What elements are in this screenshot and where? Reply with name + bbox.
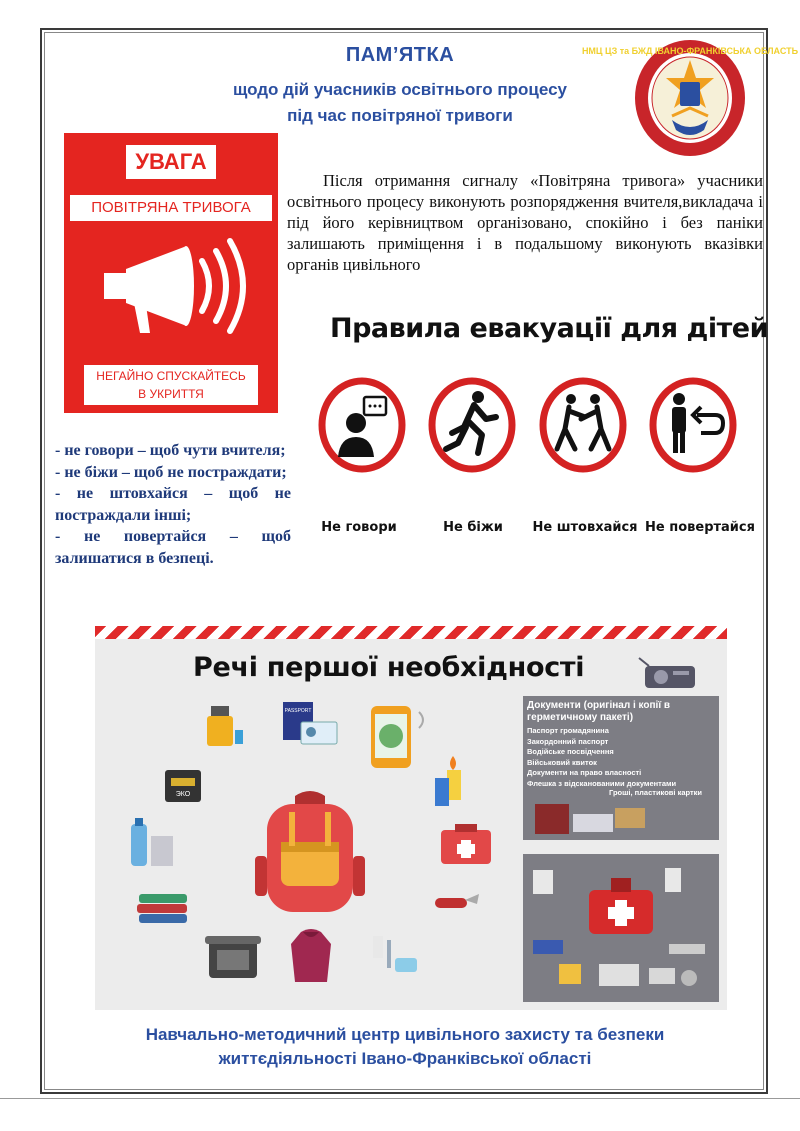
megaphone-icon	[94, 233, 254, 343]
footer-line2: життєдіяльності Івано-Франківської області	[218, 1049, 592, 1068]
essentials-title: Речі першої необхідності	[193, 652, 585, 683]
no-pushing-sign-icon	[539, 377, 627, 473]
sign-label-no-turning-back: Не повертайся	[645, 520, 755, 535]
essentials-infographic	[95, 626, 727, 1010]
backpack-icon	[255, 786, 365, 916]
alert-instruction-line1: НЕГАЙНО СПУСКАЙТЕСЬ	[96, 369, 246, 383]
hoodie-icon	[287, 926, 335, 986]
passport-id-icon	[281, 700, 341, 748]
rules-list-item: - не штовхайся – щоб не постраждали інші;	[55, 485, 291, 524]
medical-supplies-icon	[529, 860, 713, 996]
power-bank-icon	[161, 766, 205, 808]
sign-label-no-talking: Не говори	[321, 520, 397, 535]
documents-item: Водійське посвідчення	[527, 747, 614, 756]
smartphone-map-icon	[367, 702, 437, 772]
rules-list	[55, 440, 291, 569]
documents-photo-icon	[531, 800, 651, 838]
air-raid-alert-poster	[64, 133, 278, 413]
footer-line1: Навчально-методичний центр цивільного захисту та безпеки	[145, 1025, 665, 1044]
page-subtitle-line1: щодо дій учасників освітнього процесу	[232, 80, 568, 99]
first-aid-supplies-panel	[523, 854, 719, 1002]
intro-text: Після отримання сигналу «Повітряна тривога» учасники освітнього процесу виконують розпорядження вчителя,викладача і під його керівництвом організовано, спокійно і без паніки залишають приміщення і в подальшому виконують вказівки органів цивільного	[287, 171, 763, 274]
pocket-knife-icon	[431, 886, 481, 916]
civil-protection-emblem-icon	[581, 38, 799, 158]
alert-subheading: ПОВІТРЯНА ТРИВОГА	[70, 195, 272, 221]
page-title: ПАМ’ЯТКА	[345, 44, 455, 66]
sign-label-no-pushing: Не штовхайся	[532, 520, 638, 535]
evacuation-rules-heading: Правила евакуації для дітей	[330, 313, 768, 344]
alert-heading: УВАГА	[126, 145, 216, 179]
clothes-stack-icon	[135, 888, 191, 932]
no-running-sign-icon	[428, 377, 516, 473]
alert-instruction	[84, 365, 258, 405]
cooking-pot-icon	[203, 928, 263, 984]
hygiene-items-icon	[367, 932, 423, 976]
sign-label-no-running: Не біжи	[443, 520, 503, 535]
intro-paragraph	[287, 170, 763, 275]
documents-item: Документи на право власності	[527, 768, 642, 777]
rules-list-item: - не повертайся – щоб залишатися в безпеці.	[55, 528, 291, 567]
documents-item: Флешка з відсканованими документами	[527, 778, 677, 788]
rules-list-item: - не біжи – щоб не постраждати;	[55, 463, 287, 481]
rules-list-item: - не говори – щоб чути вчителя;	[55, 442, 286, 459]
emblem-text: НМЦ ЦЗ та БЖД ІВАНО-ФРАНКІВСЬКА ОБЛАСТЬ	[581, 46, 799, 56]
no-turning-back-sign-icon	[649, 377, 737, 473]
documents-money: Гроші, пластикові картки	[609, 788, 703, 797]
page-subtitle-line2: під час повітряної тривоги	[287, 106, 513, 125]
water-bottles-icon	[125, 814, 177, 870]
first-aid-kit-icon	[437, 822, 497, 868]
radio-icon	[635, 656, 705, 696]
documents-list	[527, 726, 719, 789]
documents-title: Документи (оригінал і копії в герметичному пакеті)	[527, 700, 671, 723]
no-talking-sign-icon	[318, 377, 406, 473]
alert-instruction-line2: В УКРИТТЯ	[138, 387, 204, 401]
passport-label: PASSPORT	[284, 708, 312, 714]
documents-panel	[523, 696, 719, 840]
eco-label: ЭКО	[175, 791, 191, 798]
documents-item: Паспорт громадянина	[527, 726, 609, 735]
candle-matches-icon	[433, 754, 477, 810]
page-bottom-rule	[0, 1098, 800, 1099]
documents-item: Закордонний паспорт	[527, 736, 609, 746]
hazard-stripe	[95, 626, 727, 639]
flashlight-icon	[203, 702, 245, 752]
documents-item: Військовий квиток	[527, 757, 597, 767]
